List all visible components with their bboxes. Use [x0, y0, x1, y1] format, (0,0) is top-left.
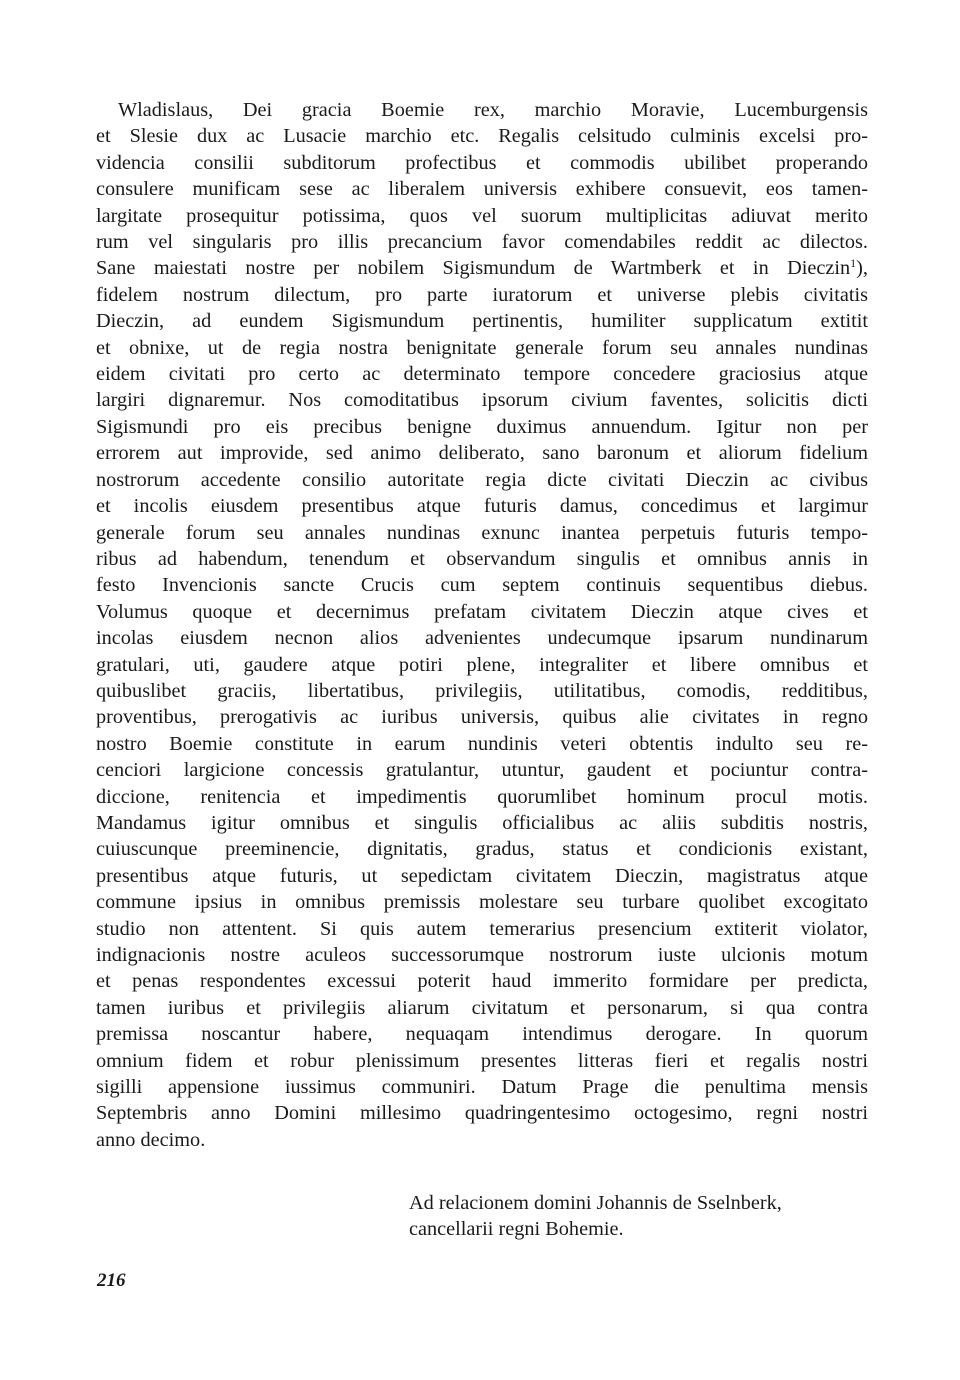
text-line: tamen iuribus et privilegiis aliarum civitatum et personarum, si qua contra [96, 996, 868, 1019]
signature-line: cancellarii regni Bohemie. [409, 1218, 624, 1241]
text-line: festo Invencionis sancte Crucis cum septem continuis sequentibus diebus. [96, 574, 868, 597]
footnote-suffix: ), [856, 257, 868, 280]
text-line: Volumus quoque et decernimus prefatam civitatem Dieczin atque cives et [96, 600, 868, 623]
text-line: studio non attentent. Si quis autem temerarius presencium extiterit violator, [96, 917, 868, 940]
text-line: nostro Boemie constitute in earum nundinis veteri obtentis indulto seu re- [96, 732, 868, 755]
text-line: errorem aut improvide, sed animo deliberato, sano baronum et aliorum fidelium [96, 442, 868, 465]
text-line: presentibus atque futuris, ut sepedictam civitatem Dieczin, magistratus atque [96, 864, 868, 887]
text-line: largitate prosequitur potissima, quos vel suorum multiplicitas adiuvat merito [96, 204, 868, 227]
text-line: Dieczin, ad eundem Sigismundum pertinentis, humiliter supplicatum extitit [96, 310, 868, 333]
text-line: cuiuscunque preeminencie, dignitatis, gradus, status et condicionis existant, [96, 838, 868, 861]
text-line: quibuslibet graciis, libertatibus, privilegiis, utilitatibus, comodis, redditibus, [96, 679, 868, 702]
text-line: incolas eiusdem necnon alios advenientes undecumque ipsarum nundinarum [96, 627, 868, 650]
text-line-final: anno decimo. [96, 1128, 206, 1151]
text-line: nostrorum accedente consilio autoritate regia dicte civitati Dieczin ac civibus [96, 468, 868, 491]
text-line: consulere munificam sese ac liberalem universis exhibere consuevit, eos tamen- [96, 178, 868, 201]
text-line: premissa noscantur habere, nequaqam intendimus derogare. In quorum [96, 1023, 868, 1046]
text-line: sigilli appensione iussimus communiri. Datum Prage die penultima mensis [96, 1076, 868, 1099]
text-line: et penas respondentes excessui poterit haud immerito formidare per predicta, [96, 970, 868, 993]
text-line: et incolis eiusdem presentibus atque futuris damus, concedimus et largimur [96, 495, 868, 518]
text-line: omnium fidem et robur plenissimum presentes litteras fieri et regalis nostri [96, 1049, 868, 1072]
page-number: 216 [97, 1270, 126, 1291]
text-line: ribus ad habendum, tenendum et observandum singulis et omnibus annis in [96, 547, 868, 570]
text-line: cenciori largicione concessis gratulantur, utuntur, gaudent et pociuntur contra- [96, 759, 868, 782]
text-line: fidelem nostrum dilectum, pro parte iuratorum et universe plebis civitatis [96, 283, 868, 306]
charter-text [96, 97, 868, 1153]
text-line: commune ipsius in omnibus premissis molestare seu turbare quolibet excogitato [96, 891, 868, 914]
text-line: indignacionis nostre aculeos successorumque nostrorum iuste ulcionis motum [96, 944, 868, 966]
text-line: gratulari, uti, gaudere atque potiri plene, integraliter et libere omnibus et [96, 653, 868, 676]
text-line: videncia consilii subditorum profectibus et commodis ubilibet properando [96, 151, 868, 174]
text-line: Mandamus igitur omnibus et singulis officialibus ac aliis subditis nostris, [96, 811, 868, 834]
text-line: diccione, renitencia et impedimentis quorumlibet hominum procul motis. [96, 785, 868, 808]
text-line: Sigismundi pro eis precibus benigne duximus annuendum. Igitur non per [96, 415, 868, 438]
text-segment: Sane maiestati nostre per nobilem Sigismundum de Wartmberk et in Dieczin [96, 257, 851, 280]
text-line: et obnixe, ut de regia nostra benignitate generale forum seu annales nundinas [96, 336, 868, 359]
text-line: generale forum seu annales nundinas exnunc inantea perpetuis futuris tempo- [96, 521, 868, 544]
text-line: proventibus, prerogativis ac iuribus universis, quibus alie civitates in regno [96, 706, 868, 729]
signature-block [409, 1190, 869, 1243]
text-line: largiri dignaremur. Nos comoditatibus ipsorum civium faventes, solicitis dicti [96, 389, 868, 412]
text-line: eidem civitati pro certo ac determinato tempore concedere graciosius atque [96, 363, 868, 386]
text-line-with-footnote [96, 255, 868, 281]
signature-line: Ad relacionem domini Johannis de Sselnberk, [409, 1192, 782, 1214]
text-line: et Slesie dux ac Lusacie marchio etc. Regalis celsitudo culminis excelsi pro- [96, 125, 868, 148]
text-line: Wladislaus, Dei gracia Boemie rex, marchio Moravie, Lucemburgensis [118, 99, 868, 121]
text-line: Septembris anno Domini millesimo quadringentesimo octogesimo, regni nostri [96, 1102, 868, 1125]
text-line: rum vel singularis pro illis precancium favor comendabiles reddit ac dilectos. [96, 231, 868, 254]
footnote-marker: 1 [850, 256, 857, 271]
